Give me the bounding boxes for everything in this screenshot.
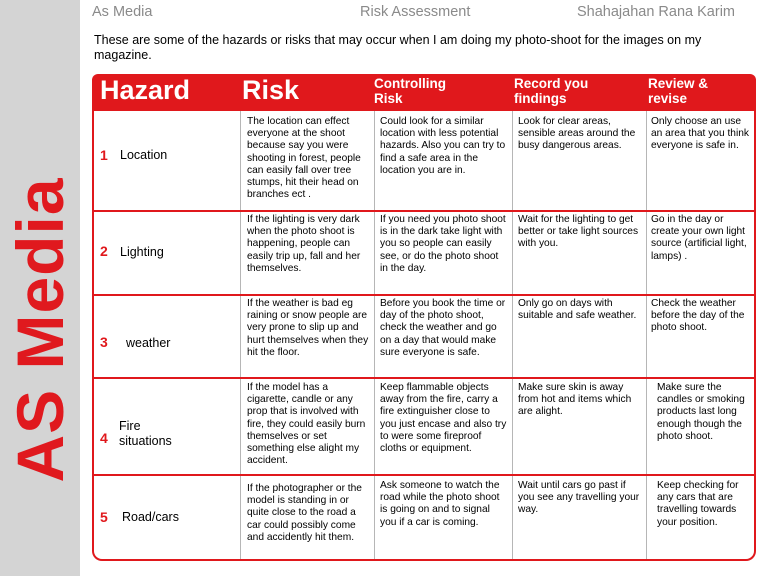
findings-cell: Wait until cars go past if you see any travelling your way. — [518, 480, 640, 516]
row-number: 4 — [100, 430, 108, 446]
control-cell: Ask someone to watch the road while the photo shoot is going on and to signal you if a car is coming. — [380, 480, 500, 528]
review-cell: Only choose an use an area that you think everyone is safe in. — [651, 116, 749, 152]
column-header-review-line2: revise — [648, 91, 688, 106]
risk-cell: If the weather is bad eg raining or snow people are very prone to slip up and hurt themselves when they hit the floor. — [247, 298, 369, 358]
hazard-cell: Road/cars — [122, 510, 179, 524]
findings-cell: Wait for the lighting to get better or take light sources with you. — [518, 214, 639, 250]
column-header-risk: Risk — [242, 75, 300, 105]
column-divider — [374, 111, 375, 559]
hazard-cell: Location — [120, 148, 168, 162]
column-header-record-line2: findings — [514, 91, 567, 106]
column-divider — [240, 111, 241, 559]
risk-cell: If the photographer or the model is standing in or quite close to the road a car could possibly come and accidently hit them. — [247, 483, 362, 543]
risk-cell: If the model has a cigarette, candle or any prop that is involved with fire, they could easily burn themselves or set something else alight my accident. — [247, 382, 366, 467]
column-header-record-line1: Record you — [514, 76, 589, 91]
column-header-controlling-line2: Risk — [374, 91, 403, 106]
review-cell: Keep checking for any cars that are travelling towards your position. — [657, 480, 739, 528]
sidebar — [0, 0, 80, 576]
review-cell: Check the weather before the day of the photo shoot. — [651, 298, 745, 334]
column-divider — [646, 111, 647, 559]
control-cell: Before you book the time or day of the photo shoot, check the weather and go on a day that would make sure everyone is safe. — [380, 298, 506, 358]
control-cell: Keep flammable objects away from the fire, carry a fire extinguisher close to you just encase and also try to were some fireproof cloths or equipment. — [380, 382, 507, 455]
findings-cell: Only go on days with suitable and safe weather. — [518, 298, 637, 322]
row-divider — [94, 294, 754, 296]
row-divider — [94, 474, 754, 476]
column-header-hazard: Hazard — [100, 75, 191, 105]
risk-cell: If the lighting is very dark when the photo shoot is happening, people can easily trip up, fall and her themselves. — [247, 214, 361, 274]
column-header-review — [648, 76, 708, 106]
risk-cell: The location can effect everyone at the shoot because say you were shooting in forest, people can easily fall over tree stumps, hit their head on branches ect . — [247, 116, 361, 201]
review-cell: Go in the day or create your own light source (artificial light, lamps) . — [651, 214, 747, 262]
column-header-record — [514, 76, 588, 106]
row-number: 2 — [100, 243, 108, 259]
header-right: Shahajahan Rana Karim — [577, 4, 735, 20]
control-cell: If you need you photo shoot is in the dark take light with you so people can easily see, or do the photo shoot in the day. — [380, 214, 506, 274]
hazard-cell: weather — [126, 336, 171, 350]
column-header-controlling-line1: Controlling — [374, 76, 446, 91]
header-left: As Media — [92, 4, 153, 20]
column-divider — [512, 111, 513, 559]
intro-text: These are some of the hazards or risks that may occur when I am doing my photo-shoot for the images on my magazine. — [94, 33, 702, 62]
hazard-cell: Fire situations — [119, 419, 172, 448]
sidebar-title: AS Media — [3, 177, 77, 483]
column-header-review-line1: Review & — [648, 76, 709, 91]
row-number: 1 — [100, 147, 108, 163]
row-number: 3 — [100, 334, 108, 350]
review-cell: Make sure the candles or smoking products last long enough though the photo shoot. — [657, 382, 745, 442]
findings-cell: Make sure skin is away from hot and items which are alight. — [518, 382, 632, 418]
row-number: 5 — [100, 509, 108, 525]
header-center: Risk Assessment — [360, 4, 471, 20]
hazard-cell: Lighting — [120, 245, 164, 259]
control-cell: Could look for a similar location with less potential hazards. Also you can try to find a safe area in the location you are in. — [380, 116, 506, 176]
table-header-banner — [92, 74, 756, 111]
row-divider — [94, 210, 754, 212]
row-divider — [94, 377, 754, 379]
column-header-controlling — [374, 76, 446, 106]
findings-cell: Look for clear areas, sensible areas around the busy dangerous areas. — [518, 116, 636, 152]
